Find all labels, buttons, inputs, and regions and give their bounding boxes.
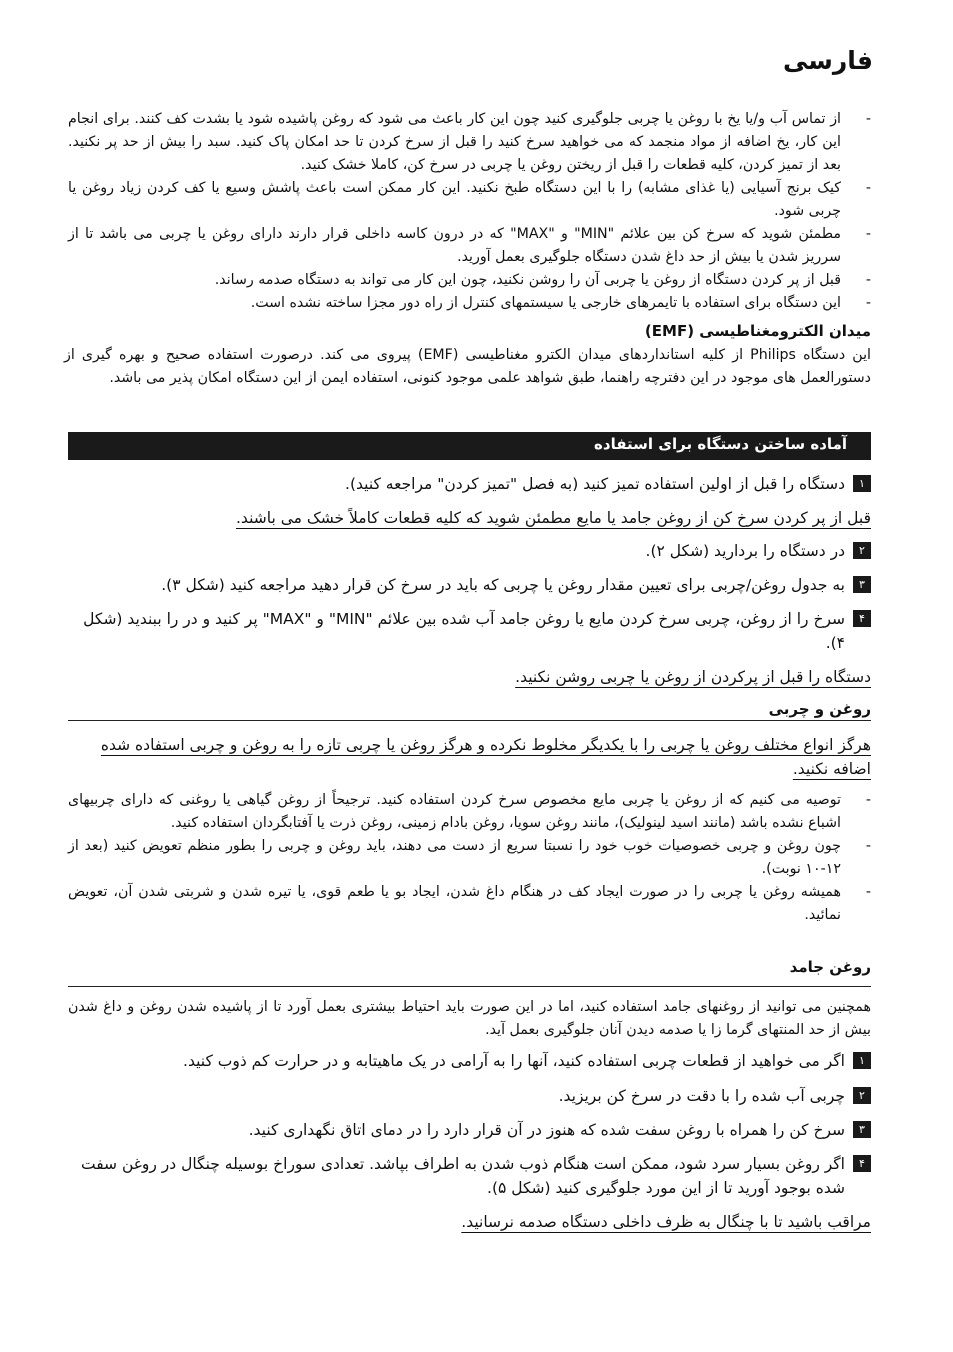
section-band	[68, 432, 871, 460]
solid-note: مراقب باشید تا با چنگال به ظرف داخلی دستگاه صدمه نرسانید.	[461, 1213, 871, 1231]
emf-section	[64, 322, 871, 390]
prep-step-1: ۱ دستگاه را قبل از اولین استفاده تمیز کنید (به فصل "تمیز کردن" مراجعه کنید).	[68, 472, 871, 496]
step-number-badge: ۲	[853, 1087, 871, 1104]
solid-heading: روغن جامد	[789, 958, 871, 976]
list-item: - همیشه روغن یا چربی را در صورت ایجاد کف در هنگام داغ شدن، ایجاد بو یا طعم قوی، یا تیره شدن و شربتی شدن آن، تعویض نمائید.	[68, 884, 871, 923]
section-band-title: آماده ساختن دستگاه برای استفاده	[594, 435, 847, 453]
solid-step-2: ۲ چربی آب شده را با دقت در سرخ کن بریزید.	[68, 1084, 871, 1108]
solid-step-1: ۱ اگر می خواهید از قطعات چربی استفاده کنید، آنها را به آرامی در یک ماهیتابه و در حرارت کم ذوب کنید.	[68, 1049, 871, 1073]
oil-note: هرگز انواع مختلف روغن یا چربی را با یکدیگر مخلوط نکرده و هرگز روغن یا چربی تازه را به روغن و چربی استفاده شده اضافه نکنید.	[100, 736, 871, 778]
solid-step-3: ۳ سرخ کن را همراه با روغن سفت شده که هنوز در آن قرار دارد را در دمای اتاق نگهداری کنید.	[68, 1118, 871, 1142]
solid-heading-wrap	[68, 958, 871, 976]
step-number-badge: ۱	[853, 475, 871, 492]
list-item: - مطمئن شوید که سرخ کن بین علائم "MIN" و "MAX" که در درون کاسه داخلی قرار دارند دارای روغن یا چربی می باشد تا از سرریز شدن یا بیش از حد داغ شدن دستگاه جلوگیری بعمل آورید.	[68, 226, 871, 265]
prep-step-2: ۲ در دستگاه را بردارید (شکل ۲).	[68, 539, 871, 563]
step-number-badge: ۴	[853, 1155, 871, 1172]
prep-note-2: دستگاه را قبل از پرکردن از روغن یا چربی روشن نکنید.	[515, 668, 871, 686]
prep-step-4: ۴ سرخ را از روغن، چربی سرخ کردن مایع یا روغن جامد آب شده بین علائم "MIN" و "MAX" پر کنید و در را ببندید (شکل ۴).	[68, 607, 871, 655]
oil-bullet-list	[68, 789, 871, 927]
manual-page	[64, 0, 873, 1352]
list-item: - قبل از پر کردن دستگاه از روغن یا چربی آن را روشن نکنید، چون این کار می تواند به دستگاه صدمه رساند.	[214, 272, 871, 288]
list-item: - این دستگاه برای استفاده با تایمرهای خارجی یا سیستمهای کنترل از راه دور مجزا ساخته نشده است.	[250, 295, 871, 311]
solid-intro: همچنین می توانید از روغنهای جامد استفاده کنید، اما در این صورت باید احتیاط بیشتری بعمل آورد تا از پاشیده شدن روغن و داغ شدن بیش از حد المنتهای گرما زا یا صدمه دیدن آنان جلوگیری بعمل آید.	[68, 999, 871, 1038]
language-title: فارسی	[782, 46, 873, 75]
safety-bullet-list	[68, 108, 871, 315]
step-number-badge: ۳	[853, 576, 871, 593]
list-item: - از تماس آب و/یا یخ با روغن یا چربی جلوگیری کنید چون این کار باعث می شود که روغن پاشیده شود یا بشدت کف کنند. برای انجام این کار، یخ اضافه از مواد منجمد که می خواهید سرخ کنید را قبل از سرخ کردن تا حد امکان پاک کنید. سبد را بیش از حد پر نکنید. بعد از تمیز کردن، کلیه قطعات را قبل از ریختن روغن یا چربی در سرخ کن، کاملا خشک کنید.	[68, 111, 871, 173]
solid-step-4: ۴ اگر روغن بسیار سرد شود، ممکن است هنگام ذوب شدن به اطراف بپاشد. تعدادی سوراخ بوسیله چنگال در روغن سفت شده بوجود آورید تا از این مورد جلوگیری کنید (شکل ۵).	[68, 1152, 871, 1200]
step-number-badge: ۳	[853, 1121, 871, 1138]
emf-heading: میدان الکترومغناطیسی (EMF)	[644, 322, 871, 340]
oil-heading-wrap	[68, 700, 871, 718]
prep-note-1: قبل از پر کردن سرخ کن از روغن جامد یا مایع مطمئن شوید که کلیه قطعات کاملاً خشک می باشند.	[236, 509, 871, 527]
step-number-badge: ۱	[853, 1052, 871, 1069]
prep-step-3: ۳ به جدول روغن/چربی برای تعیین مقدار روغن یا چربی که باید در سرخ کن قرار دهید مراجعه کنید (شکل ۳).	[68, 573, 871, 597]
oil-heading: روغن و چربی	[768, 700, 871, 718]
divider	[68, 720, 871, 721]
list-item: - چون روغن و چربی خصوصیات خوب خود را نسبتا سریع از دست می دهند، باید روغن و چربی را بطور منظم تعویض کنید (بعد از ۱۲-۱۰ نوبت).	[68, 838, 871, 877]
list-item: - توصیه می کنیم که از روغن یا چربی مایع مخصوص سرخ کردن استفاده کنید. ترجیحاً از روغن گیاهی یا روغنی که دارای چربیهای اشباع نشده باشد (مانند اسید لینولیک)، مانند روغن سویا، روغن بادام زمینی، روغن ذرت یا آفتابگردان استفاده کنید.	[68, 792, 871, 831]
list-item: - کیک برنج آسیایی (یا غذای مشابه) را با این دستگاه طبخ نکنید. این کار ممکن است باعث پاشش وسیع یا کف کردن زیاد روغن یا چربی شود.	[68, 180, 871, 219]
emf-text: این دستگاه Philips از کلیه استانداردهای میدان الکترو مغناطیسی (EMF) پیروی می کند. درصورت استفاده صحیح و بهره گیری از دستورالعمل های موجود در این دفترچه راهنما، طبق شواهد علمی موجود کنونی، استفاده ایمن از این دستگاه امکان پذیر می باشد.	[64, 347, 871, 386]
divider	[68, 986, 871, 987]
step-number-badge: ۴	[853, 610, 871, 627]
step-number-badge: ۲	[853, 542, 871, 559]
